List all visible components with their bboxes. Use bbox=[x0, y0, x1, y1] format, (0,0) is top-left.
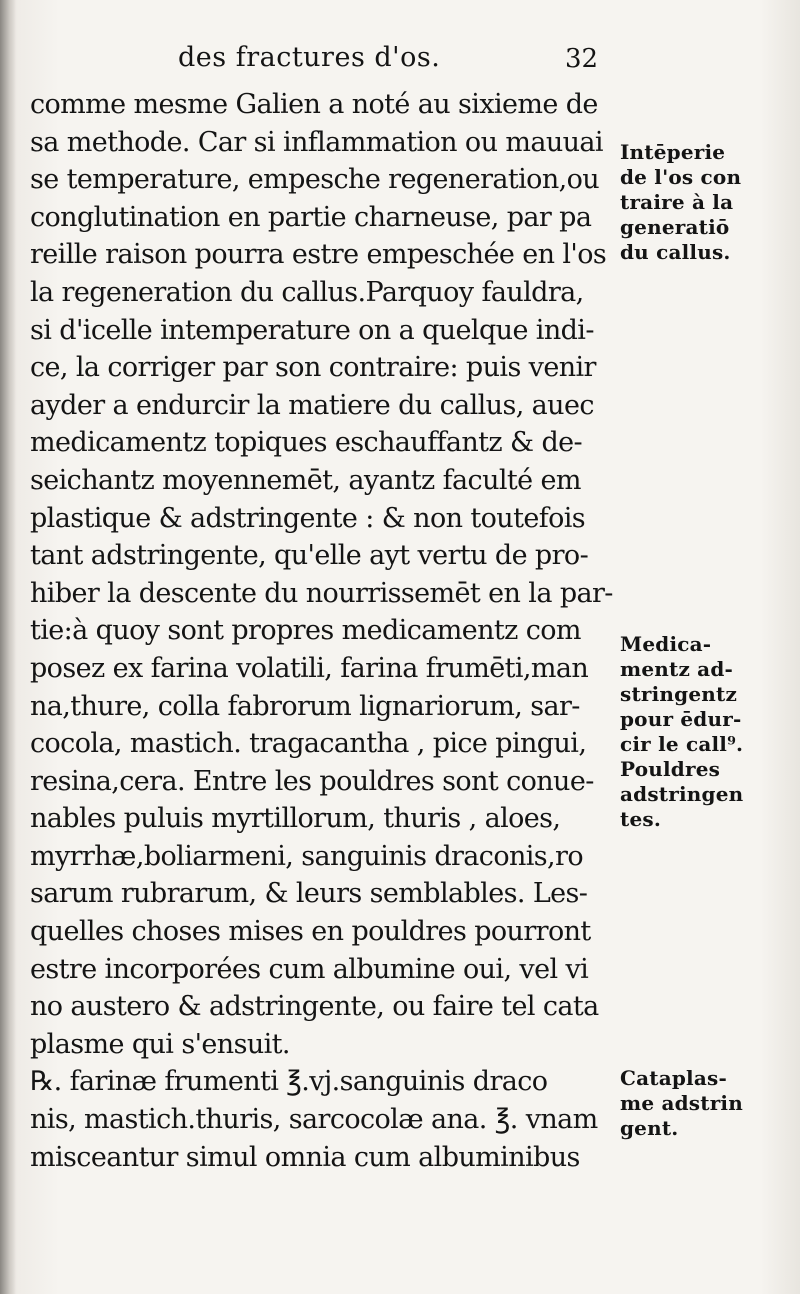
text-line: sarum rubrarum, & leurs semblables. Les- bbox=[30, 878, 588, 910]
text-line: sa methode. Car si inflammation ou mauuai bbox=[30, 126, 603, 158]
text-line: ce, la corriger par son contraire: puis venir bbox=[30, 352, 596, 384]
text-line: posez ex farina volatili, farina frumēti,man bbox=[30, 652, 589, 684]
text-line: estre incorporées cum albumine oui, vel vi bbox=[30, 953, 589, 985]
text-line: myrrhæ,boliarmeni, sanguinis draconis,ro bbox=[30, 840, 584, 872]
text-line: comme mesme Galien a noté au sixieme de bbox=[30, 89, 598, 120]
margin-note-line: de l'os con bbox=[620, 165, 742, 189]
page-number: 32 bbox=[565, 44, 599, 74]
margin-note-line: traire à la bbox=[620, 190, 734, 214]
margin-note-line: Pouldres bbox=[620, 757, 721, 781]
margin-note-line: mentz ad- bbox=[620, 657, 734, 681]
margin-note-cataplasme bbox=[620, 1066, 795, 1141]
text-line: nables puluis myrtillorum, thuris , aloes, bbox=[30, 803, 561, 835]
text-line: no austero & adstringente, ou faire tel cata bbox=[30, 991, 599, 1023]
margin-note-line: stringentz bbox=[620, 682, 738, 706]
text-line: hiber la descente du nourrissemēt en la par- bbox=[30, 577, 613, 609]
text-line: conglutination en partie charneuse, par pa bbox=[30, 201, 592, 233]
text-line: misceantur simul omnia cum albuminibus bbox=[30, 1141, 580, 1173]
text-line: si d'icelle intemperature on a quelque indi- bbox=[30, 314, 594, 346]
gutter-shadow bbox=[0, 0, 16, 1294]
margin-note-line: generatiō bbox=[620, 215, 730, 239]
margin-note-line: tes. bbox=[620, 807, 661, 831]
main-text-block bbox=[30, 86, 613, 1176]
text-line: resina,cera. Entre les pouldres sont conue- bbox=[30, 765, 594, 797]
margin-note-line: adstringen bbox=[620, 782, 744, 806]
header-title: des fractures d'os. bbox=[178, 42, 441, 73]
text-line: ℞. farinæ frumenti ℥.vj.sanguinis draco bbox=[30, 1066, 548, 1098]
text-line: se temperature, empesche regeneration,ou bbox=[30, 164, 600, 196]
text-line: tie:à quoy sont propres medicamentz com bbox=[30, 615, 581, 647]
text-line: tant adstringente, qu'elle ayt vertu de pro- bbox=[30, 540, 589, 572]
margin-note-line: me adstrin bbox=[620, 1091, 743, 1115]
text-line: cocola, mastich. tragacantha , pice pingui, bbox=[30, 728, 587, 760]
text-line: quelles choses mises en pouldres pourront bbox=[30, 916, 591, 948]
margin-note-line: gent. bbox=[620, 1116, 679, 1140]
margin-note-line: cir le call⁹. bbox=[620, 732, 744, 756]
margin-note-line: du callus. bbox=[620, 240, 731, 264]
margin-note-line: pour ēdur- bbox=[620, 707, 742, 731]
margin-note-line: Intēperie bbox=[620, 140, 726, 164]
text-line: nis, mastich.thuris, sarcocolæ ana. ℥. vnam bbox=[30, 1104, 598, 1136]
text-line: medicamentz topiques eschauffantz & de- bbox=[30, 427, 583, 459]
text-line: ayder a endurcir la matiere du callus, auec bbox=[30, 389, 594, 421]
text-line: na,thure, colla fabrorum lignariorum, sar- bbox=[30, 690, 580, 722]
margin-note-intemperie bbox=[620, 140, 795, 265]
text-line: plastique & adstringente : & non toutefois bbox=[30, 502, 586, 534]
margin-note-medicamentz bbox=[620, 632, 795, 832]
margin-note-line: Medica- bbox=[620, 632, 712, 656]
text-line: plasme qui s'ensuit. bbox=[30, 1028, 290, 1060]
margin-note-line: Cataplas- bbox=[620, 1066, 727, 1090]
text-line: seichantz moyennemēt, ayantz faculté em bbox=[30, 464, 581, 496]
running-header bbox=[0, 42, 800, 82]
text-line: reille raison pourra estre empeschée en l'os bbox=[30, 239, 607, 271]
text-line: la regeneration du callus.Parquoy fauldra, bbox=[30, 276, 584, 308]
